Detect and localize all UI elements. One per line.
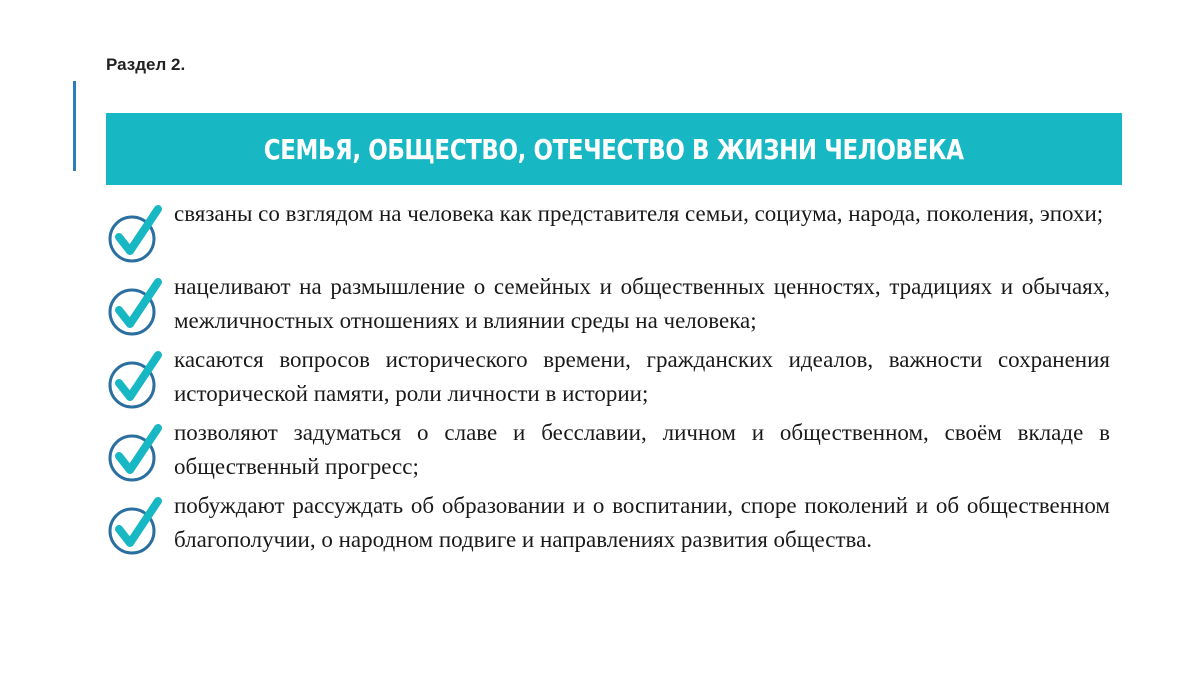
section-label: Раздел 2.	[106, 55, 186, 74]
list-item	[106, 201, 1122, 274]
list-item	[106, 493, 1122, 603]
slide-title-banner	[106, 113, 1122, 185]
slide-image	[106, 113, 1122, 605]
list-item-text: касаются вопросов исторического времени, гражданских идеалов, важности сохранения исторической памяти, роли личности в истории;	[174, 347, 1110, 406]
list-item-text: связаны со взглядом на человека как представителя семьи, социума, народа, поколения, эпохи;	[174, 201, 1104, 226]
bullet-list	[106, 201, 1122, 603]
slide-title: СЕМЬЯ, ОБЩЕСТВО, ОТЕЧЕСТВО В ЖИЗНИ ЧЕЛОВЕКА	[264, 132, 964, 166]
list-item	[106, 347, 1122, 420]
list-item	[106, 274, 1122, 347]
accent-bar	[73, 81, 76, 171]
checkmark-circle-icon	[106, 349, 168, 411]
checkmark-circle-icon	[106, 495, 168, 557]
checkmark-circle-icon	[106, 276, 168, 338]
list-item-text: нацеливают на размышление о семейных и общественных ценностях, традициях и обычаях, межличностных отношениях и влиянии среды на человека;	[174, 274, 1110, 333]
checkmark-circle-icon	[106, 422, 168, 484]
list-item	[106, 420, 1122, 493]
checkmark-circle-icon	[106, 203, 168, 265]
list-item-text: позволяют задуматься о славе и бесславии, личном и общественном, своём вкладе в общественный прогресс;	[174, 420, 1110, 479]
list-item-text: побуждают рассуждать об образовании и о воспитании, споре поколений и об общественном благополучии, о народном подвиге и направлениях развития общества.	[174, 493, 1110, 552]
